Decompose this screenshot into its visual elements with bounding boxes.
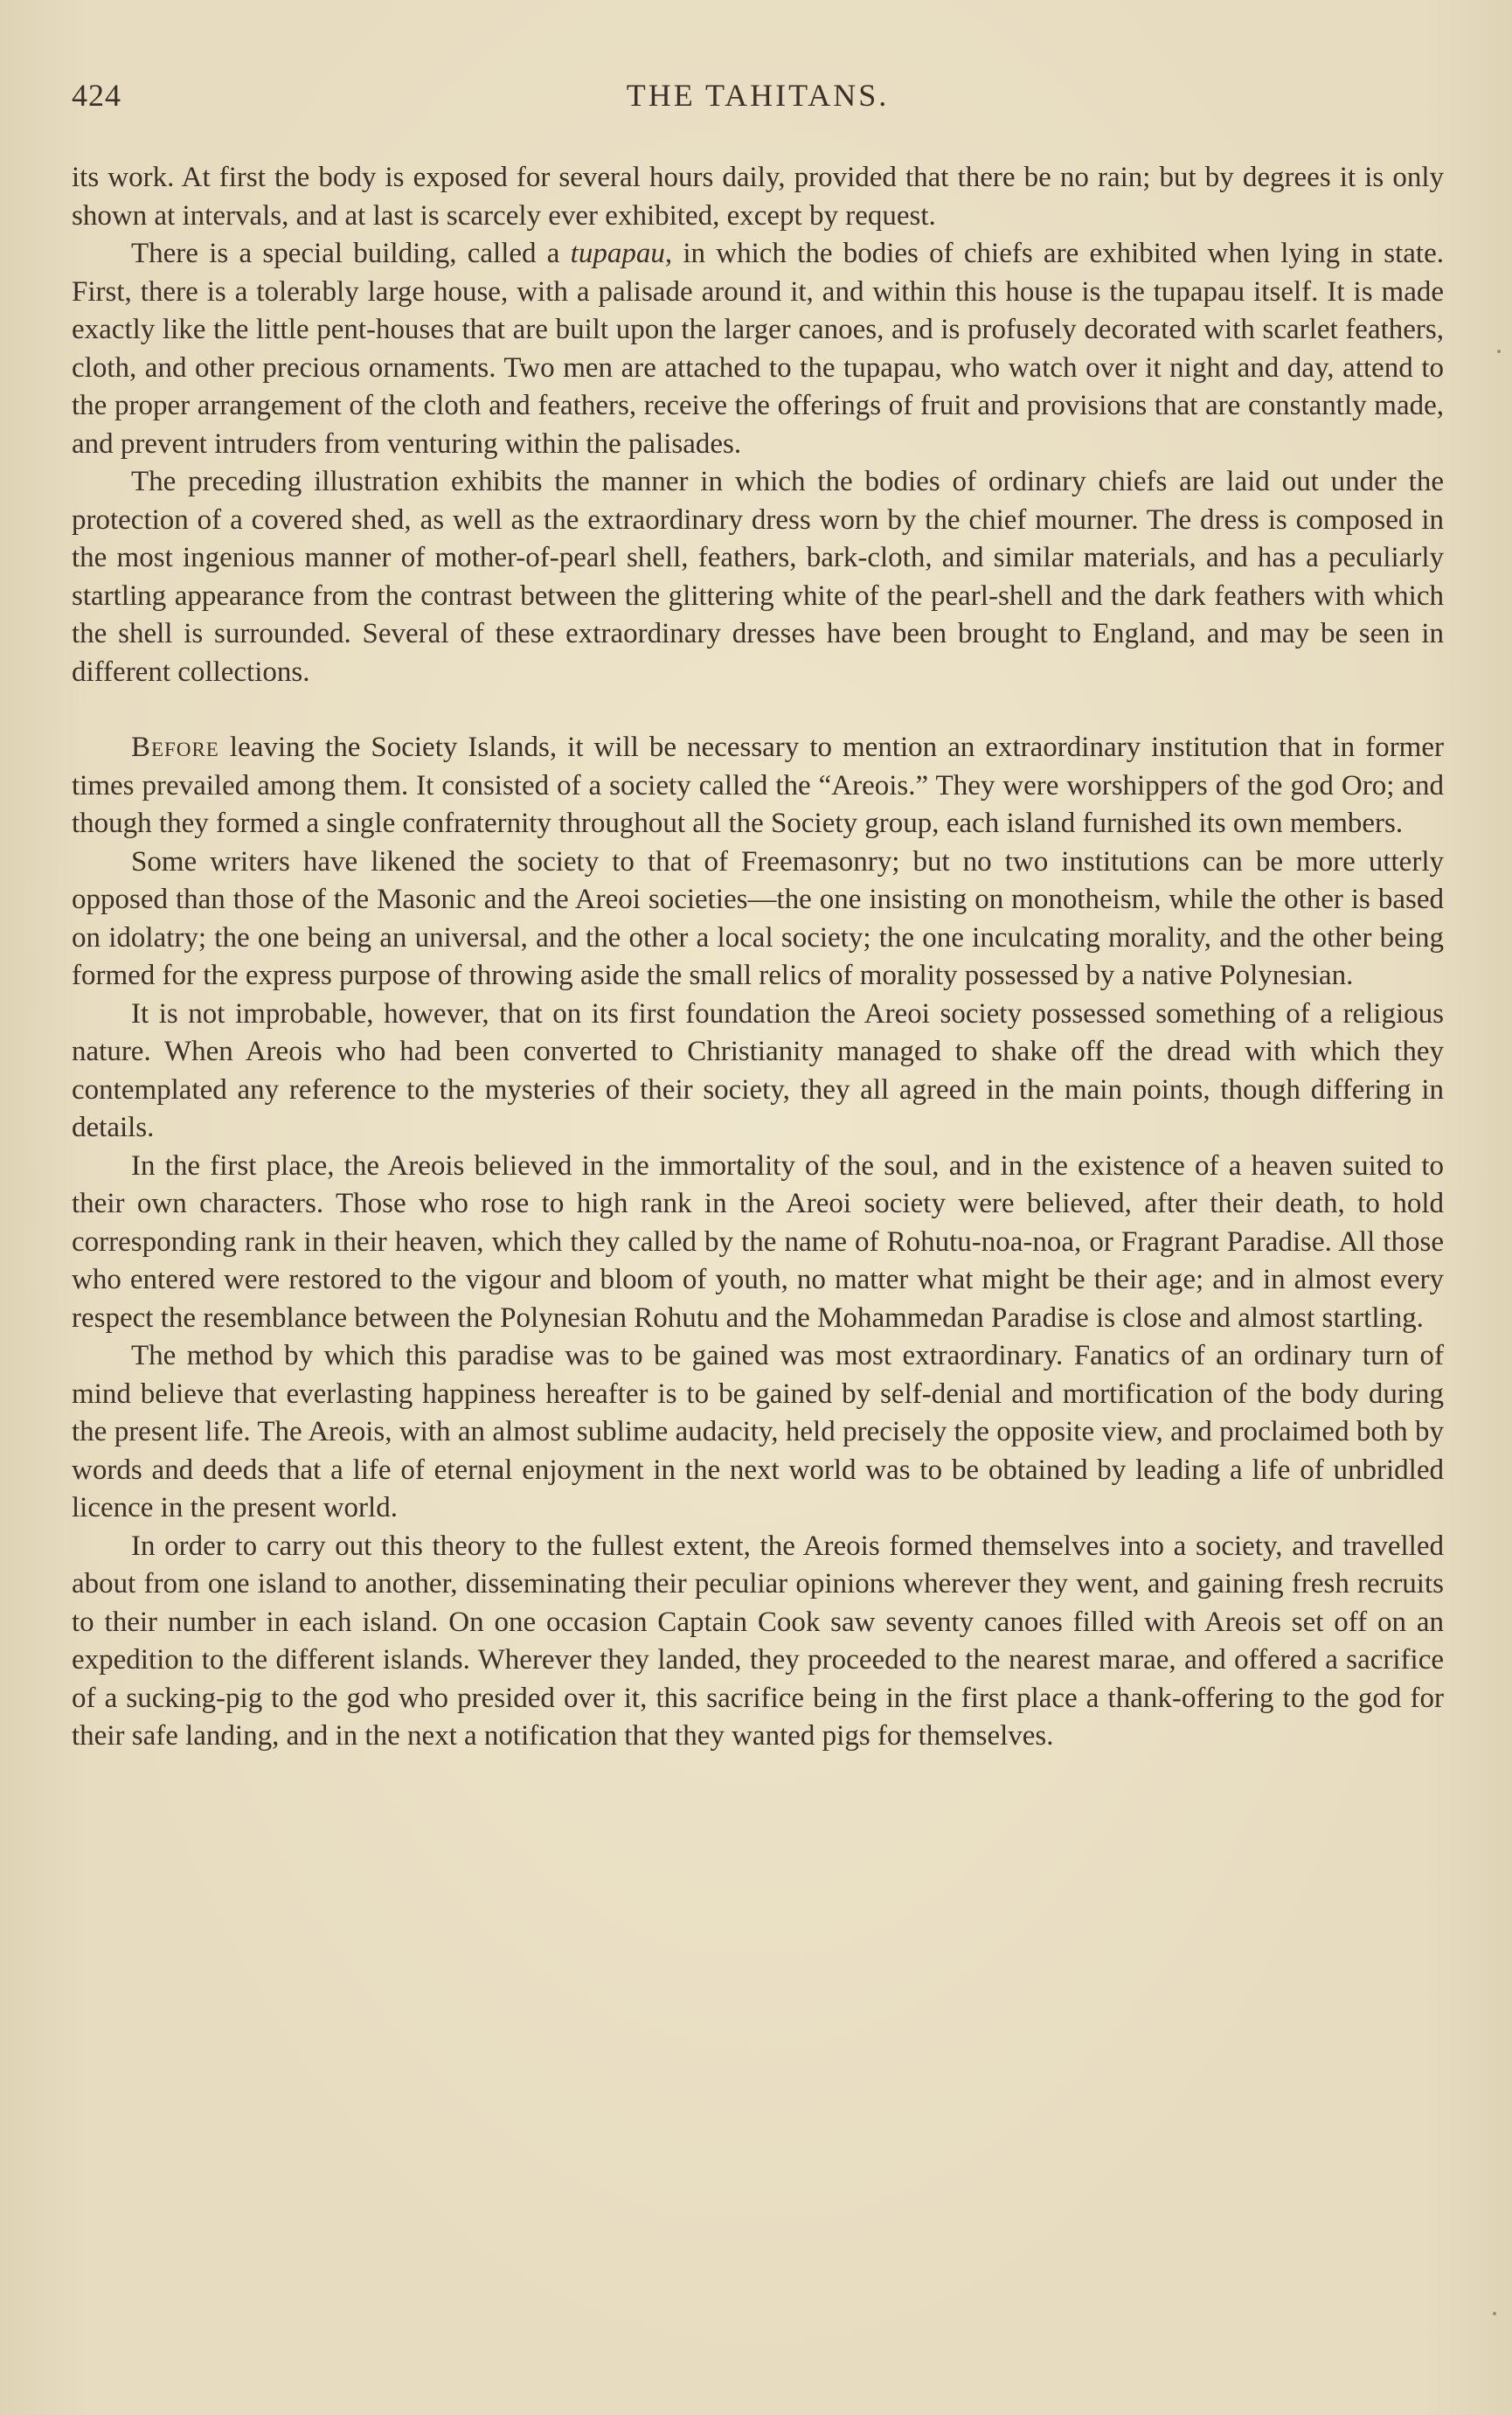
paragraph-religious-nature: It is not improbable, however, that on its first foundation the Areoi society possessed something of a religious nature. When Areois who had been converted to Christianity managed to shake off the dread with which they contemplated any reference to the mysteries of their society, they all agreed in the main points, though differing in details. xyxy=(72,997,1444,1143)
paragraph-travels: In order to carry out this theory to the fullest extent, the Areois formed themselves into a society, and travelled about from one island to another, disseminating their peculiar opinions wherever they went, and gaining fresh recruits to their number in each island. On one occasion Captain Cook saw seventy canoes filled with Areois set off on an expedition to the different islands. Wherever they landed, they proceeded to the nearest marae, and offered a sacrifice of a sucking-pig to the god who presided over it, this sacrifice being in the first place a thank-offering to the god for their safe landing, and in the next a notification that they wanted pigs for themselves. xyxy=(72,1530,1444,1752)
body-text xyxy=(72,159,1444,1756)
paragraph-freemasonry: Some writers have likened the society to that of Freemasonry; but no two institutions can be more utterly opposed than those of the Masonic and the Areoi societies—the one insisting on monotheism, while the other is based on idolatry; the one being an universal, and the other a local society; the one inculcating morality, and the other being formed for the express purpose of throwing aside the small relics of morality possessed by a native Polynesian. xyxy=(72,845,1444,991)
paragraph-illustration: The preceding illustration exhibits the manner in which the bodies of ordinary chiefs are laid out under the protection of a covered shed, as well as the extraordinary dress worn by the chief mourner. The dress is composed in the most ingenious manner of mother-of-pearl shell, feathers, bark-cloth, and similar materials, and has a peculiarly startling appearance from the contrast between the glittering white of the pearl-shell and the dark feathers with which the shell is surrounded. Several of these extraordinary dresses have been brought to England, and may be seen in different collections. xyxy=(72,466,1444,688)
paragraph-areois-intro xyxy=(72,729,1444,843)
lead-word: Before xyxy=(131,732,219,763)
paragraph-paradise-method: The method by which this paradise was to be gained was most extraordinary. Fanatics of an ordinary turn of mind believe that everlasting happiness hereafter is to be gained by self-denial and mortification of the body during the present life. The Areois, with an almost sublime audacity, held precisely the opposite view, and proclaimed both by words and deeds that a life of eternal enjoyment in the next world was to be obtained by leading a life of unbridled licence in the present world. xyxy=(72,1340,1444,1523)
text-run: There is a special building, called a xyxy=(131,238,571,269)
paragraph-tupapau xyxy=(72,235,1444,463)
paper-speck xyxy=(1497,350,1501,353)
page-header xyxy=(72,77,1444,121)
text-run: leaving the Society Islands, it will be necessary to mention an extraordinary institution that in former times prevailed among them. It consisted of a society called the “Areois.” They were worshippers of the god Oro; and though they formed a single confraternity throughout all the Society group, each island furnished its own members. xyxy=(72,732,1444,839)
page-number: 424 xyxy=(72,78,121,113)
italic-term: tupapau xyxy=(570,238,665,269)
paragraph-immortality: In the first place, the Areois believed in the immortality of the soul, and in the existence of a heaven suited to their own characters. Those who rose to high rank in the Areoi society were believed, after their death, to hold corresponding rank in their heaven, which they called by the name of Rohutu-noa-noa, or Fragrant Paradise. All those who entered were restored to the vigour and bloom of youth, no matter what might be their age; and in almost every respect the resemblance between the Polynesian Rohutu and the Mohammedan Paradise is close and almost startling. xyxy=(72,1149,1444,1334)
text-run: , in which the bodies of chiefs are exhibited when lying in state. First, there is a tolerably large house, with a palisade around it, and within this house is the tupapau itself. It is made exactly like the little pent-houses that are built upon the larger canoes, and is profusely decorated with scarlet feathers, cloth, and other precious ornaments. Two men are attached to the tupapau, who watch over it night and day, attend to the proper arrangement of the cloth and feathers, receive the offerings of fruit and provisions that are constantly made, and prevent intruders from venturing within the palisades. xyxy=(72,238,1444,460)
running-head: THE TAHITANS. xyxy=(626,78,890,113)
paper-speck xyxy=(1493,2312,1496,2315)
paragraph-continued: its work. At first the body is exposed for several hours daily, provided that there be no rain; but by degrees it is only shown at intervals, and at last is scarcely ever exhibited, except by request. xyxy=(72,162,1444,232)
